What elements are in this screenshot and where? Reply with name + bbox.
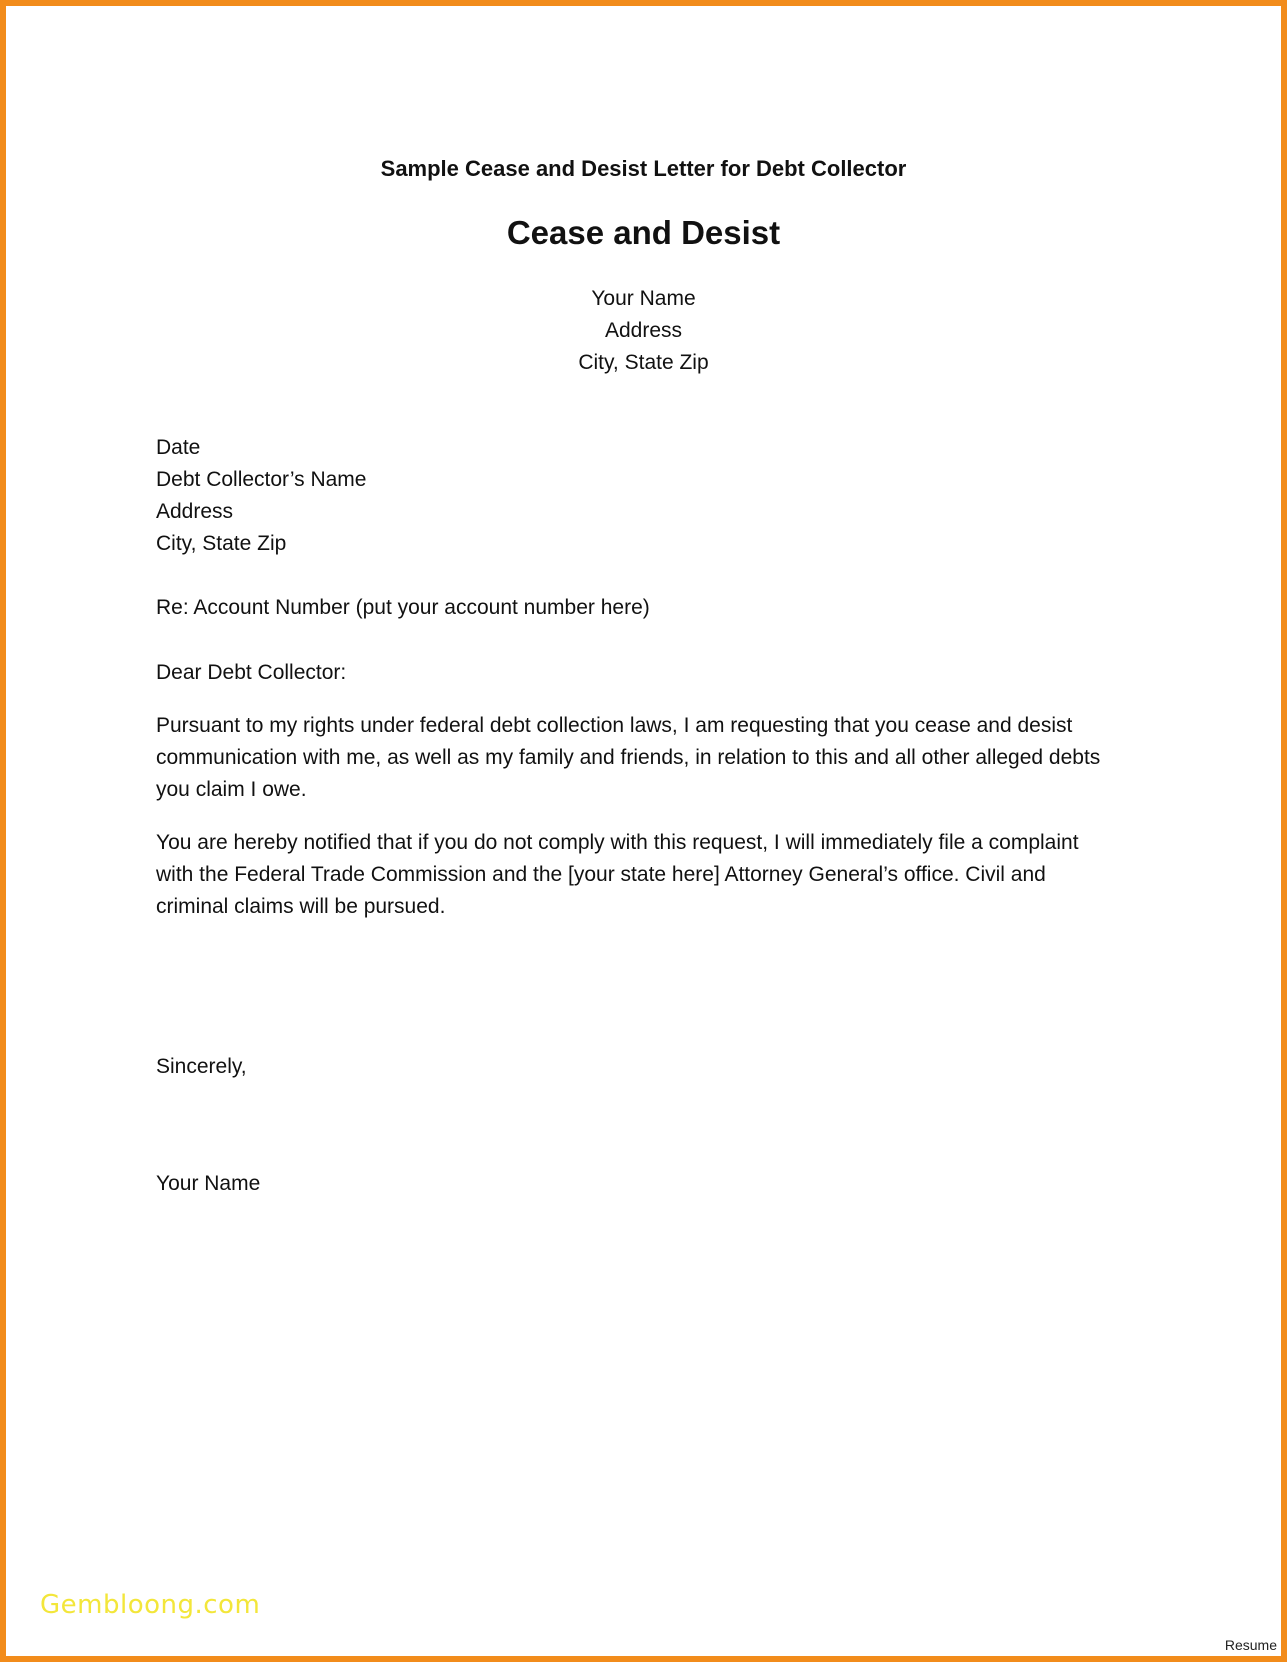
watermark-text: Gembloong.com — [40, 1590, 261, 1620]
body-paragraph-1: Pursuant to my rights under federal debt collection laws, I am requesting that you cease and desist communication with me, as well as my family and friends, in relation to this and all other alleged debts you claim I owe. — [156, 714, 1101, 801]
re-line: Re: Account Number (put your account number here) — [156, 596, 650, 619]
body-paragraph-2: You are hereby notified that if you do not comply with this request, I will immediately file a complaint with the Federal Trade Commission and the [your state here] Attorney General’s office. Civil and criminal claims will be pursued. — [156, 831, 1079, 918]
letter-subtitle: Sample Cease and Desist Letter for Debt Collector — [380, 156, 907, 181]
letter-title: Cease and Desist — [506, 214, 781, 251]
salutation: Dear Debt Collector: — [156, 661, 347, 684]
closing: Sincerely, — [156, 1055, 247, 1078]
sender-city-state-zip: City, State Zip — [578, 351, 709, 374]
recipient-name: Debt Collector’s Name — [156, 468, 367, 491]
sender-name: Your Name — [591, 287, 696, 310]
sender-address: Address — [604, 319, 683, 342]
letter-date: Date — [156, 436, 201, 459]
resume-label: Resume — [1224, 1637, 1277, 1653]
signature-name: Your Name — [156, 1172, 261, 1195]
recipient-city-state-zip: City, State Zip — [156, 532, 287, 555]
recipient-address: Address — [156, 500, 234, 523]
